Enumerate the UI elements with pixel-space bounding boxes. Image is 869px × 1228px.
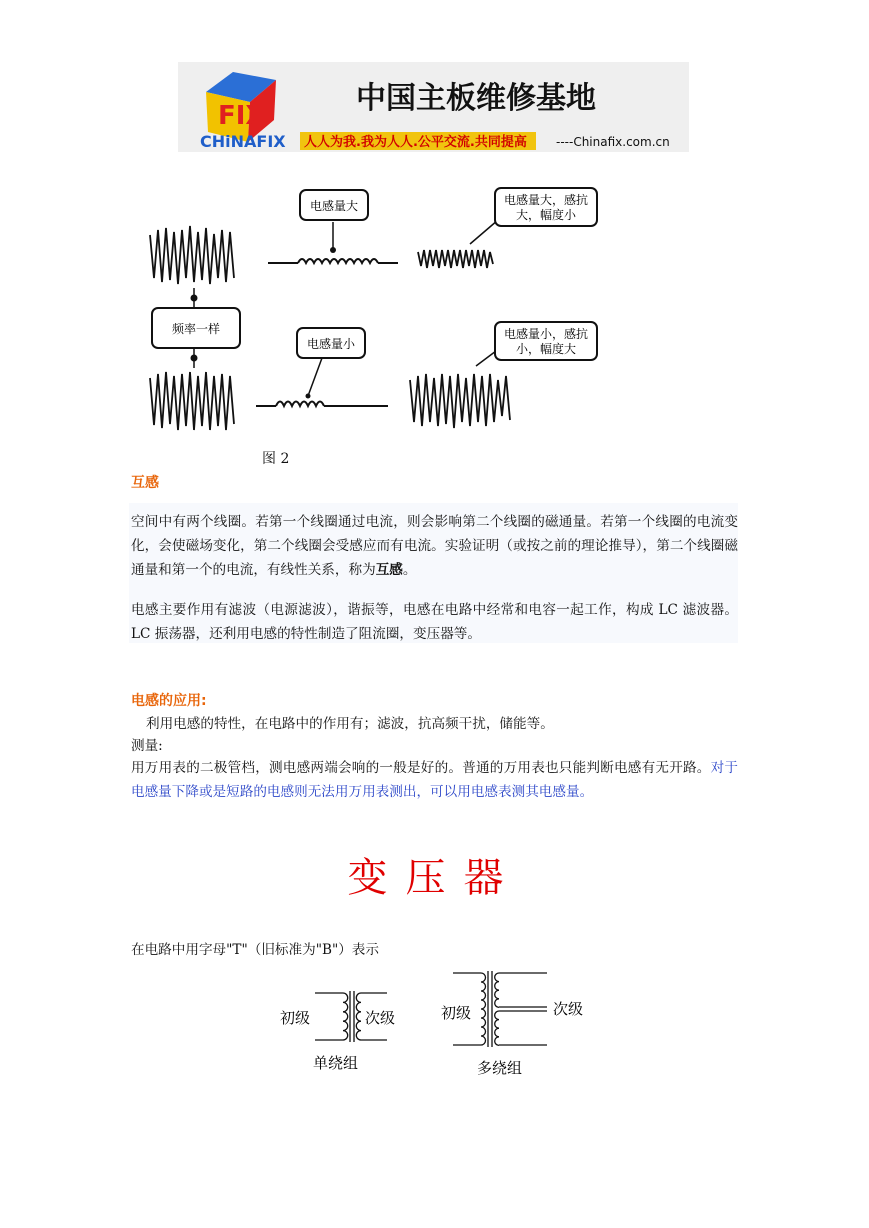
chinafix-banner <box>178 62 689 152</box>
callout-large-result-2: 大，幅度小 <box>515 208 577 222</box>
callout-same-freq: 频率一样 <box>171 322 221 336</box>
output-wave-large <box>410 374 510 428</box>
application-title: 电感的应用: <box>131 693 207 709</box>
inductor-small-icon <box>256 402 388 407</box>
single-secondary-label: 次级 <box>365 1009 396 1027</box>
inductance-figure <box>140 180 610 445</box>
multi-primary-label: 初级 <box>441 1004 472 1022</box>
transformer-symbols <box>275 965 615 1080</box>
mutual-p1-text: 空间中有两个线圈。若第一个线圈通过电流，则会影响第二个线圈的磁通量。若第一个线圈的电流变化，会使磁场变化，第二个线圈会受感应而有电流。实验证明（或按之前的理论推导），第二个线圈磁通量和第一个的电流，有线性关系，称为 <box>131 514 738 578</box>
callout-small-result-2: 小，幅度大 <box>515 342 577 356</box>
application-line-3-text: 用万用表的二极管档，测电感两端会响的一般是好的。普通的万用表也只能判断电感有无开路。 <box>131 760 711 776</box>
application-line-2: 测量: <box>131 738 163 754</box>
application-line-1: 利用电感的特性，在电路中的作用有；滤波，抗高频干扰，储能等。 <box>146 716 554 732</box>
mutual-paragraph-2: 电感主要作用有滤波（电源滤波），谐振等，电感在电路中经常和电容一起工作，构成 LC 滤波器。LC 振荡器，还利用电感的特性制造了阻流圈，变压器等。 <box>131 602 738 642</box>
input-wave-top <box>150 226 234 284</box>
application-line-3-blue: 对于电感量下降或是短路的电感则无法用万用表测出，可以用电感表测其电感量。 <box>131 760 739 800</box>
callout-large: 电感量大 <box>309 199 359 213</box>
transformer-intro: 在电路中用字母"T"（旧标准为"B"）表示 <box>131 942 379 958</box>
single-primary-label: 初级 <box>280 1009 311 1027</box>
transformer-title: 变压器 <box>347 855 522 901</box>
banner-slogan: 人人为我.我为人人.公平交流.共同提高 <box>304 135 527 150</box>
inductor-large-icon <box>268 259 398 263</box>
multi-secondary-label: 次级 <box>553 1000 584 1018</box>
mutual-paragraph-1 <box>131 510 738 582</box>
banner-title: 中国主板维修基地 <box>356 81 596 116</box>
callout-small-result-1: 电感量小，感抗 <box>503 327 589 341</box>
input-wave-bottom <box>150 372 234 430</box>
application-line-3 <box>131 756 738 804</box>
logo-text: CHiNAFIX <box>200 132 286 151</box>
callout-large-result-1: 电感量大，感抗 <box>503 193 589 207</box>
figure-caption: 图 2 <box>262 451 290 467</box>
output-wave-small <box>418 250 493 268</box>
multi-winding-label: 多绕组 <box>477 1059 523 1077</box>
callout-small: 电感量小 <box>306 337 356 351</box>
mutual-title: 互感 <box>131 475 159 491</box>
mutual-p1-end: 。 <box>402 562 417 578</box>
logo-letters: FIX <box>218 101 266 131</box>
mutual-p1-bold: 互感 <box>375 562 403 578</box>
single-winding-label: 单绕组 <box>313 1054 359 1072</box>
banner-url: ----Chinafix.com.cn <box>556 135 670 149</box>
